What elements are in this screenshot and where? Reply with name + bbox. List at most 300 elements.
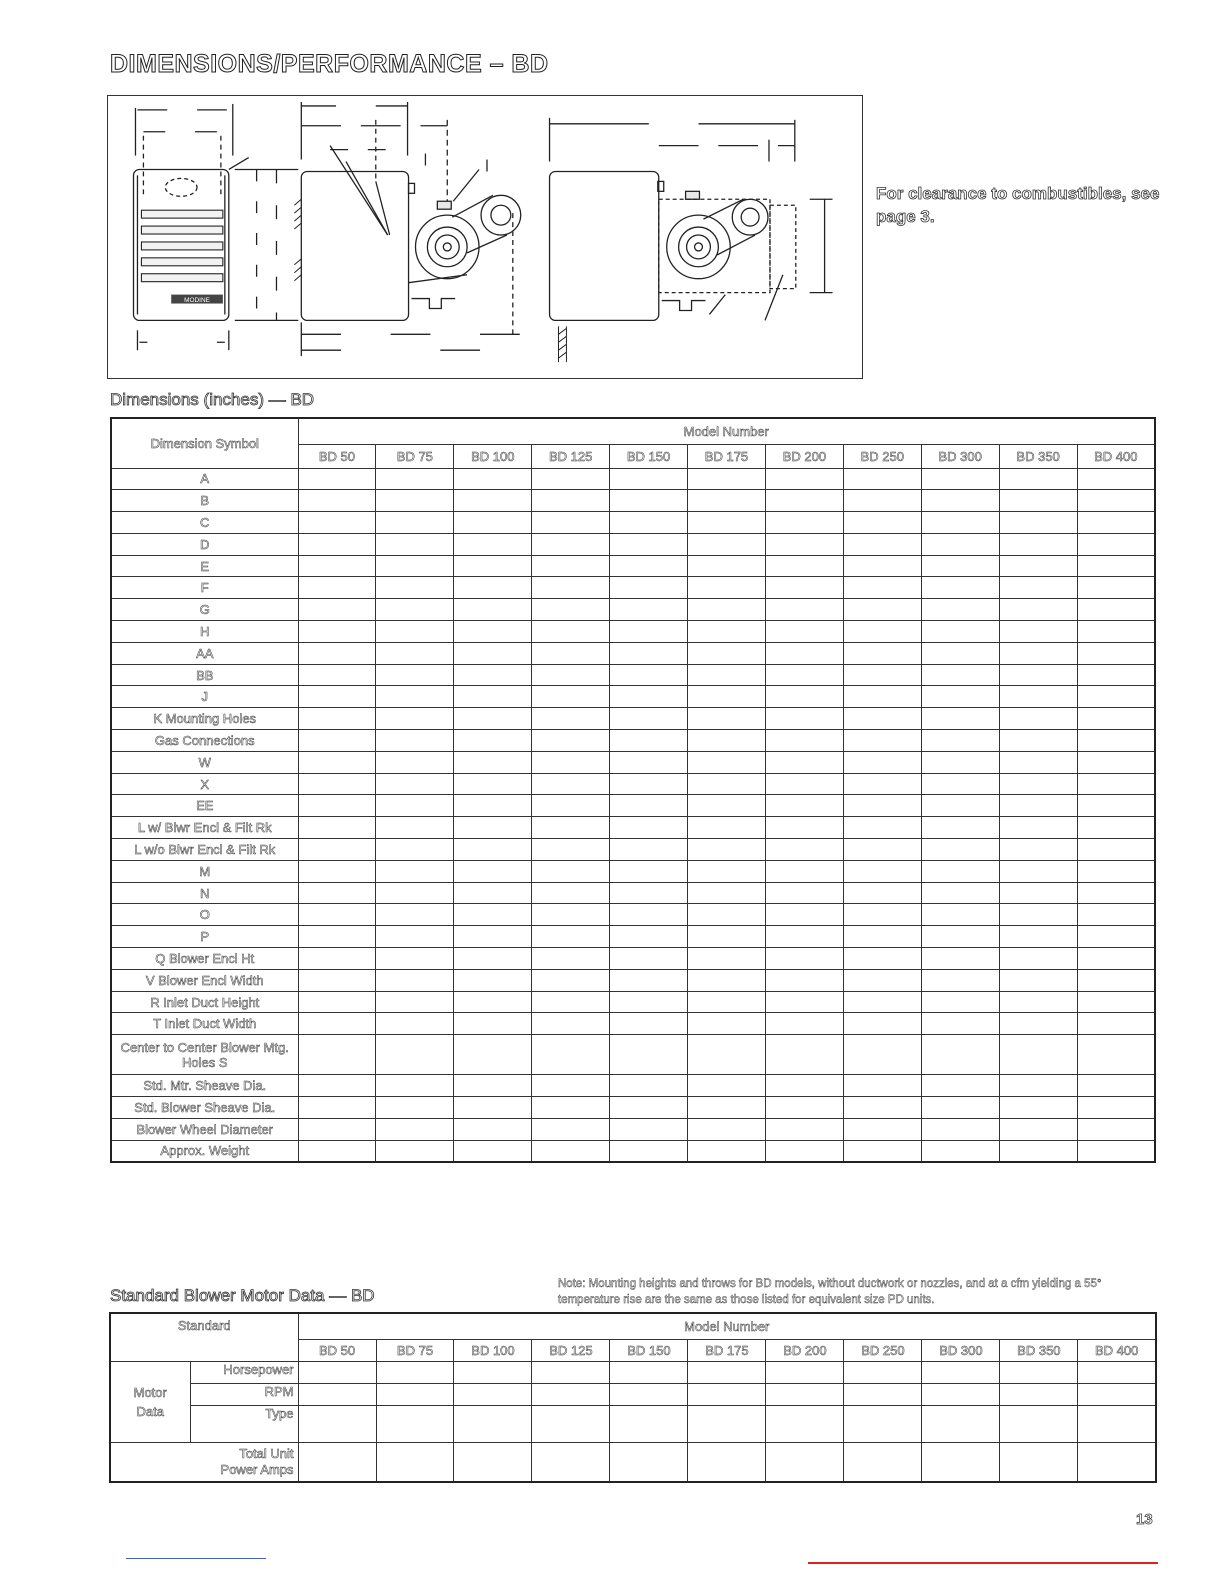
dimension-value-cell xyxy=(610,1140,688,1162)
dimension-value-cell xyxy=(688,642,766,664)
motor-value-cell xyxy=(1000,1383,1078,1405)
dimension-value-cell xyxy=(688,969,766,991)
motor-value-cell xyxy=(844,1383,922,1405)
dimension-row xyxy=(111,708,1155,730)
dimension-symbol-cell: K Mounting Holes xyxy=(111,708,298,730)
dimension-value-cell xyxy=(298,904,376,926)
dimension-value-cell xyxy=(376,1013,454,1035)
motor-value-cell xyxy=(1000,1442,1078,1482)
dimension-value-cell xyxy=(688,555,766,577)
dimension-value-cell xyxy=(1077,773,1155,795)
dimension-value-cell xyxy=(298,860,376,882)
unit-heater-drawing xyxy=(108,96,862,378)
motor-data-table xyxy=(109,1312,1157,1483)
dimension-value-cell xyxy=(843,686,921,708)
dimension-value-cell xyxy=(999,795,1077,817)
dimension-value-cell xyxy=(999,948,1077,970)
dimension-symbol-cell: AA xyxy=(111,642,298,664)
motor-model-header-cell: BD 175 xyxy=(688,1339,766,1361)
dimension-value-cell xyxy=(454,577,532,599)
dimension-value-cell xyxy=(454,555,532,577)
dimension-symbol-cell: H xyxy=(111,621,298,643)
dimension-value-cell xyxy=(688,839,766,861)
dimension-value-cell xyxy=(999,1097,1077,1119)
dimension-value-cell xyxy=(1077,904,1155,926)
dimension-value-cell xyxy=(298,926,376,948)
dimension-row xyxy=(111,490,1155,512)
dimension-value-cell xyxy=(1077,686,1155,708)
dimension-value-cell xyxy=(454,642,532,664)
dimension-value-cell xyxy=(454,512,532,534)
dimension-value-cell xyxy=(843,751,921,773)
dimension-value-cell xyxy=(454,686,532,708)
dimension-value-cell xyxy=(454,991,532,1013)
dimension-symbol-cell: Approx. Weight xyxy=(111,1140,298,1162)
motor-value-cell xyxy=(688,1442,766,1482)
dimension-value-cell xyxy=(999,904,1077,926)
dimension-value-cell xyxy=(1077,642,1155,664)
dimension-value-cell xyxy=(921,1013,999,1035)
motor-value-cell xyxy=(376,1361,454,1383)
dimension-value-cell xyxy=(688,664,766,686)
dimension-value-cell xyxy=(532,730,610,752)
dimension-value-cell xyxy=(610,730,688,752)
dimension-value-cell xyxy=(298,512,376,534)
motor-value-cell xyxy=(298,1361,376,1383)
dimension-value-cell xyxy=(688,708,766,730)
motor-value-cell xyxy=(688,1361,766,1383)
dimension-value-cell xyxy=(298,1097,376,1119)
motor-model-header-cell: BD 100 xyxy=(454,1339,532,1361)
side-view-2-cabinet xyxy=(550,171,659,320)
motor-value-cell xyxy=(532,1442,610,1482)
dimension-value-cell xyxy=(376,555,454,577)
dimension-row xyxy=(111,904,1155,926)
dimension-value-cell xyxy=(298,751,376,773)
dimension-value-cell xyxy=(999,599,1077,621)
motor-value-cell xyxy=(298,1405,376,1442)
motor-caption: Standard Blower Motor Data — BD xyxy=(110,1286,375,1305)
dimension-row xyxy=(111,1035,1155,1075)
dimension-value-cell xyxy=(765,599,843,621)
motor-model-header-cell: BD 400 xyxy=(1078,1339,1156,1361)
motor-model-header-cell: BD 125 xyxy=(532,1339,610,1361)
dimension-value-cell xyxy=(843,468,921,490)
dimension-value-cell xyxy=(765,533,843,555)
dimension-value-cell xyxy=(376,1140,454,1162)
motor-row-label: Type xyxy=(190,1405,298,1442)
dimension-value-cell xyxy=(454,860,532,882)
dimension-value-cell xyxy=(454,751,532,773)
dimension-row xyxy=(111,1075,1155,1097)
dimension-value-cell xyxy=(532,708,610,730)
dimension-symbol-cell: F xyxy=(111,577,298,599)
dimension-value-cell xyxy=(298,642,376,664)
dimension-value-cell xyxy=(376,686,454,708)
dimension-value-cell xyxy=(843,555,921,577)
dimension-value-cell xyxy=(454,1075,532,1097)
dimension-symbol-cell: A xyxy=(111,468,298,490)
dimension-value-cell xyxy=(843,1140,921,1162)
dimension-value-cell xyxy=(921,730,999,752)
dimension-value-cell xyxy=(454,926,532,948)
dimension-row xyxy=(111,730,1155,752)
dimension-value-cell xyxy=(921,708,999,730)
motor-value-cell xyxy=(454,1442,532,1482)
dimension-value-cell xyxy=(1077,730,1155,752)
motor-body xyxy=(110,1361,1156,1482)
dimension-value-cell xyxy=(921,751,999,773)
dimension-value-cell xyxy=(454,1118,532,1140)
dimension-row xyxy=(111,599,1155,621)
dimension-value-cell xyxy=(843,621,921,643)
dimension-row xyxy=(111,991,1155,1013)
dimension-value-cell xyxy=(610,773,688,795)
dimension-value-cell xyxy=(999,512,1077,534)
dimension-value-cell xyxy=(765,577,843,599)
dimension-value-cell xyxy=(454,839,532,861)
dimension-value-cell xyxy=(454,882,532,904)
dimension-value-cell xyxy=(765,621,843,643)
model-header-cell: BD 100 xyxy=(454,444,532,468)
dimension-value-cell xyxy=(298,817,376,839)
dimension-value-cell xyxy=(921,512,999,534)
dimension-value-cell xyxy=(610,882,688,904)
dimension-value-cell xyxy=(999,882,1077,904)
dimension-value-cell xyxy=(843,1118,921,1140)
dimension-symbol-cell: Std. Blower Sheave Dia. xyxy=(111,1097,298,1119)
dimension-value-cell xyxy=(610,490,688,512)
dimension-value-cell xyxy=(999,621,1077,643)
dimension-value-cell xyxy=(454,468,532,490)
dimension-value-cell xyxy=(688,882,766,904)
dimension-value-cell xyxy=(999,642,1077,664)
dimension-symbol-cell: Center to Center Blower Mtg. Holes S xyxy=(111,1035,298,1075)
dimension-value-cell xyxy=(532,664,610,686)
dimension-value-cell xyxy=(454,1097,532,1119)
dimension-value-cell xyxy=(532,904,610,926)
dimension-symbol-cell: X xyxy=(111,773,298,795)
dimension-value-cell xyxy=(999,490,1077,512)
dimension-value-cell xyxy=(921,1035,999,1075)
dimension-value-cell xyxy=(610,664,688,686)
dimension-value-cell xyxy=(1077,1013,1155,1035)
motor-row-label: RPM xyxy=(190,1383,298,1405)
dimension-value-cell xyxy=(532,621,610,643)
dimension-row xyxy=(111,642,1155,664)
dimension-value-cell xyxy=(454,490,532,512)
dimension-value-cell xyxy=(532,468,610,490)
dimension-value-cell xyxy=(921,599,999,621)
dimension-value-cell xyxy=(376,1075,454,1097)
motor-model-header-cell: BD 200 xyxy=(766,1339,844,1361)
dimensions-body xyxy=(111,468,1155,1162)
dimension-value-cell xyxy=(298,555,376,577)
dimension-row xyxy=(111,860,1155,882)
total-unit-power-amps-label: Total Unit Power Amps xyxy=(110,1442,298,1482)
standard-header: Standard xyxy=(110,1313,298,1361)
dimension-value-cell xyxy=(610,468,688,490)
dimension-value-cell xyxy=(688,860,766,882)
dimension-value-cell xyxy=(298,1075,376,1097)
dimension-value-cell xyxy=(688,686,766,708)
dimension-value-cell xyxy=(376,991,454,1013)
dimension-value-cell xyxy=(454,904,532,926)
dimension-value-cell xyxy=(999,839,1077,861)
dimension-value-cell xyxy=(1077,1140,1155,1162)
dimension-value-cell xyxy=(454,969,532,991)
dimension-symbol-cell: BB xyxy=(111,664,298,686)
dimension-value-cell xyxy=(532,882,610,904)
dimension-value-cell xyxy=(610,686,688,708)
dimension-value-cell xyxy=(532,751,610,773)
dimension-value-cell xyxy=(298,991,376,1013)
dimension-value-cell xyxy=(765,751,843,773)
dimension-value-cell xyxy=(843,773,921,795)
motor-value-cell xyxy=(610,1361,688,1383)
dimension-value-cell xyxy=(376,1097,454,1119)
dimension-value-cell xyxy=(999,1013,1077,1035)
dimension-value-cell xyxy=(610,904,688,926)
dimension-value-cell xyxy=(532,1140,610,1162)
dimension-value-cell xyxy=(921,795,999,817)
dimension-value-cell xyxy=(532,1118,610,1140)
dimension-value-cell xyxy=(843,512,921,534)
dimension-value-cell xyxy=(376,664,454,686)
dimension-value-cell xyxy=(610,512,688,534)
model-header-cell: BD 125 xyxy=(532,444,610,468)
dimension-value-cell xyxy=(376,839,454,861)
dimension-value-cell xyxy=(843,664,921,686)
dimension-value-cell xyxy=(376,795,454,817)
dimension-value-cell xyxy=(999,991,1077,1013)
dimension-value-cell xyxy=(765,991,843,1013)
dimension-value-cell xyxy=(921,882,999,904)
dimension-value-cell xyxy=(610,969,688,991)
dimension-symbol-cell: O xyxy=(111,904,298,926)
dimension-value-cell xyxy=(921,664,999,686)
model-number-header: Model Number xyxy=(298,418,1155,444)
dimension-value-cell xyxy=(921,1097,999,1119)
dimension-value-cell xyxy=(921,904,999,926)
dimension-value-cell xyxy=(765,773,843,795)
dimension-value-cell xyxy=(610,751,688,773)
dimension-value-cell xyxy=(610,621,688,643)
dimension-value-cell xyxy=(298,708,376,730)
dimension-value-cell xyxy=(843,1097,921,1119)
dimension-value-cell xyxy=(610,642,688,664)
motor-model-header-cell: BD 350 xyxy=(1000,1339,1078,1361)
motor-value-cell xyxy=(766,1383,844,1405)
dimension-value-cell xyxy=(376,860,454,882)
motor-row xyxy=(110,1361,1156,1383)
dimension-value-cell xyxy=(999,533,1077,555)
dimension-value-cell xyxy=(298,1013,376,1035)
dimension-value-cell xyxy=(532,991,610,1013)
dimension-value-cell xyxy=(843,860,921,882)
dimension-value-cell xyxy=(610,817,688,839)
dimension-symbol-cell: P xyxy=(111,926,298,948)
dimension-value-cell xyxy=(688,991,766,1013)
dimension-row xyxy=(111,686,1155,708)
dimension-value-cell xyxy=(454,664,532,686)
dimension-value-cell xyxy=(298,533,376,555)
model-header-cell: BD 175 xyxy=(688,444,766,468)
dimension-value-cell xyxy=(765,664,843,686)
motor-value-cell xyxy=(844,1442,922,1482)
dimension-value-cell xyxy=(688,773,766,795)
dimension-value-cell xyxy=(610,1118,688,1140)
dimension-value-cell xyxy=(298,1140,376,1162)
dimension-row xyxy=(111,882,1155,904)
dimension-value-cell xyxy=(765,1140,843,1162)
model-header-cell: BD 300 xyxy=(921,444,999,468)
dimension-value-cell xyxy=(454,1013,532,1035)
page-title: DIMENSIONS/PERFORMANCE – BD xyxy=(110,50,549,78)
dimension-value-cell xyxy=(765,708,843,730)
dimension-value-cell xyxy=(376,904,454,926)
motor-value-cell xyxy=(766,1405,844,1442)
dimension-value-cell xyxy=(999,751,1077,773)
dimension-value-cell xyxy=(610,1035,688,1075)
motor-value-cell xyxy=(1078,1405,1156,1442)
dimension-value-cell xyxy=(376,1035,454,1075)
motor-value-cell xyxy=(766,1361,844,1383)
dimension-row xyxy=(111,533,1155,555)
dimension-value-cell xyxy=(376,948,454,970)
dimension-value-cell xyxy=(376,490,454,512)
motor-value-cell xyxy=(1078,1361,1156,1383)
dimension-value-cell xyxy=(532,1035,610,1075)
dimension-value-cell xyxy=(610,708,688,730)
dimension-value-cell xyxy=(298,664,376,686)
motor-value-cell xyxy=(1078,1442,1156,1482)
dimension-value-cell xyxy=(921,773,999,795)
dimension-value-cell xyxy=(298,948,376,970)
side-view-cabinet xyxy=(301,171,408,320)
dimension-value-cell xyxy=(843,948,921,970)
dimension-symbol-cell: Gas Connections xyxy=(111,730,298,752)
dimension-value-cell xyxy=(610,1075,688,1097)
dimension-value-cell xyxy=(1077,664,1155,686)
dimension-value-cell xyxy=(999,860,1077,882)
motor-row xyxy=(110,1383,1156,1405)
dimension-value-cell xyxy=(532,1013,610,1035)
dimension-value-cell xyxy=(298,577,376,599)
dimension-value-cell xyxy=(921,839,999,861)
motor-value-cell xyxy=(298,1383,376,1405)
dimension-symbol-cell: L w/o Blwr Encl & Filt Rk xyxy=(111,839,298,861)
dimension-symbol-cell: EE xyxy=(111,795,298,817)
dimension-symbol-cell: E xyxy=(111,555,298,577)
motor-value-cell xyxy=(1000,1405,1078,1442)
dimension-value-cell xyxy=(688,1097,766,1119)
dimension-value-cell xyxy=(1077,555,1155,577)
dimension-value-cell xyxy=(688,533,766,555)
dimension-value-cell xyxy=(376,599,454,621)
dimension-value-cell xyxy=(532,817,610,839)
dimension-value-cell xyxy=(1077,708,1155,730)
dimension-value-cell xyxy=(843,991,921,1013)
dimension-value-cell xyxy=(1077,1035,1155,1075)
dimension-value-cell xyxy=(1077,991,1155,1013)
dimension-diagram xyxy=(107,95,863,379)
motor-row xyxy=(110,1405,1156,1442)
dimension-value-cell xyxy=(765,969,843,991)
dimension-value-cell xyxy=(843,795,921,817)
dimension-value-cell xyxy=(688,948,766,970)
dimension-value-cell xyxy=(376,969,454,991)
dimension-symbol-cell: T Inlet Duct Width xyxy=(111,1013,298,1035)
dimension-value-cell xyxy=(999,926,1077,948)
dimension-value-cell xyxy=(688,1140,766,1162)
dimension-value-cell xyxy=(999,1035,1077,1075)
dimension-value-cell xyxy=(843,1035,921,1075)
motor-value-cell xyxy=(454,1361,532,1383)
dimension-value-cell xyxy=(765,512,843,534)
dimension-value-cell xyxy=(532,1075,610,1097)
dimension-row xyxy=(111,621,1155,643)
dimension-row xyxy=(111,926,1155,948)
footer-red-rule xyxy=(808,1562,1158,1564)
dimension-value-cell xyxy=(1077,926,1155,948)
dimension-value-cell xyxy=(532,642,610,664)
dimension-row xyxy=(111,948,1155,970)
dimension-value-cell xyxy=(688,926,766,948)
motor-model-number-header: Model Number xyxy=(298,1313,1156,1339)
dimension-value-cell xyxy=(1077,468,1155,490)
motor-value-cell xyxy=(688,1405,766,1442)
motor-model-header-cell: BD 50 xyxy=(298,1339,376,1361)
dimension-value-cell xyxy=(298,1118,376,1140)
dimension-value-cell xyxy=(843,533,921,555)
dimension-value-cell xyxy=(376,1118,454,1140)
dimension-row xyxy=(111,555,1155,577)
dimension-value-cell xyxy=(688,599,766,621)
model-header-cell: BD 150 xyxy=(610,444,688,468)
dimension-value-cell xyxy=(843,1075,921,1097)
dimension-row xyxy=(111,1140,1155,1162)
motor-value-cell xyxy=(532,1405,610,1442)
motor-value-cell xyxy=(376,1383,454,1405)
dimension-value-cell xyxy=(1077,882,1155,904)
motor-model-header-cell: BD 250 xyxy=(844,1339,922,1361)
motor-value-cell xyxy=(688,1383,766,1405)
dimension-value-cell xyxy=(376,642,454,664)
wall-hatch xyxy=(558,326,566,362)
dimension-value-cell xyxy=(765,642,843,664)
dimension-value-cell xyxy=(765,468,843,490)
dimension-value-cell xyxy=(376,468,454,490)
dimension-value-cell xyxy=(454,1140,532,1162)
motor-total-row xyxy=(110,1442,1156,1482)
dimension-value-cell xyxy=(1077,751,1155,773)
dimension-value-cell xyxy=(688,1118,766,1140)
dimension-value-cell xyxy=(1077,817,1155,839)
dimension-value-cell xyxy=(999,817,1077,839)
motor-row-label: Horsepower xyxy=(190,1361,298,1383)
dimension-value-cell xyxy=(921,926,999,948)
dimension-value-cell xyxy=(843,839,921,861)
dimension-value-cell xyxy=(1077,599,1155,621)
dimension-value-cell xyxy=(610,926,688,948)
dimension-value-cell xyxy=(921,621,999,643)
dimension-value-cell xyxy=(765,490,843,512)
dimension-value-cell xyxy=(921,1118,999,1140)
dimension-value-cell xyxy=(532,773,610,795)
motor-model-header-cell: BD 300 xyxy=(922,1339,1000,1361)
dimension-value-cell xyxy=(532,860,610,882)
